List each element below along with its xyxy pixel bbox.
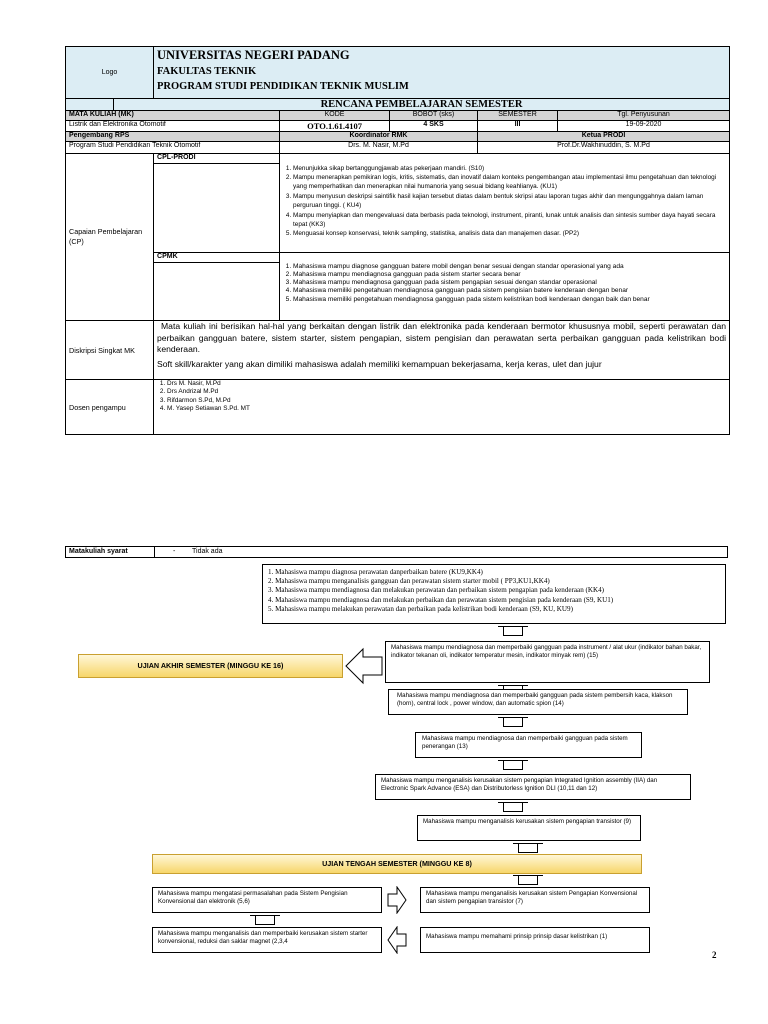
rps-title: RENCANA PEMBELAJARAN SEMESTER: [114, 99, 730, 111]
cpmk-title: CPMK: [154, 253, 280, 263]
cpmk-list-cell: [280, 263, 730, 321]
page-number: 2: [712, 950, 717, 960]
right-arrow-icon: [387, 886, 407, 914]
faculty-name: FAKULTAS TEKNIK: [157, 66, 257, 77]
prereq-value: Tidak ada: [192, 548, 223, 555]
tgl-header: Tgl. Penyusunan: [558, 111, 730, 121]
cpl-row: [66, 164, 730, 253]
university-name: UNIVERSITAS NEGERI PADANG: [157, 48, 350, 62]
up-arrow-icon: [503, 718, 523, 727]
cpl-item: 5. Menguasai konsep konservasi, teknik sampling, statistika, analisis data dan manajemen dasar. (PP2): [293, 229, 726, 238]
dosen-item: 1. Drs M. Nasir, M.Pd: [167, 380, 726, 388]
prereq-dash: -: [173, 548, 176, 555]
cpmk-summary-box: [262, 564, 726, 624]
cpmk-item: 2. Mahasiswa mampu mendiagnosa gangguan pada sistem starter secara benar: [293, 271, 726, 279]
left-arrow-icon: [387, 926, 407, 954]
deskripsi-cell: [154, 321, 730, 380]
rps-table: [65, 46, 730, 435]
summary-item: 2. Mahasiswa mampu menganalisis gangguan dan perawatan sistem starter mobil ( PP3,KU1,KK4): [268, 577, 550, 586]
left-arrow-icon: [345, 647, 383, 685]
cpmk-item: 5. Mahasiswa memiliki pengetahuan mendiagnosa gangguan pada sistem kelistrikan bodi kenderaan dengan baik dan benar: [293, 296, 726, 304]
cpl-list-cell: [280, 164, 730, 253]
cpmk-list: [283, 263, 726, 304]
uas-banner: UJIAN AKHIR SEMESTER (MINGGU KE 16): [78, 654, 343, 678]
dosen-label: Dosen pengampu: [66, 380, 154, 435]
up-arrow-icon: [518, 876, 538, 885]
cpl-item: 2. Mampu menerapkan pemikiran logis, kritis, sistematis, dan inovatif dalam konteks pengembangan atau implementasi ilmu pengetahuan dan teknologi yang memperhatikan dan menerapkan nilai humanoria yang sesuai bidang keahlianya. (KU1): [293, 173, 726, 192]
step-pembersih: Mahasiswa mampu mendiagnosa dan memperbaiki gangguan pada sistem pembersih kaca, klakson (horn), central lock , power window, dan automatic spion (14): [388, 689, 688, 715]
step-transistor: Mahasiswa mampu menganalisis kerusakan sistem pengapian transistor (9): [417, 815, 641, 841]
mk-value: Listrik dan Elektronika Otomotif: [66, 121, 280, 132]
step-instrument: Mahasiswa mampu mendiagnosa dan memperbaiki gangguan pada instrument / alat ukur (indikator bahan bakar, indikator tekanan oli, indikator temperatur mesin, indikator minyak rem) (15): [385, 641, 710, 683]
pengembang-value: Program Studi Pendidikan Teknik Otomotif: [66, 142, 280, 154]
logo-label: Logo: [101, 69, 118, 76]
cpl-title-row: [66, 154, 730, 164]
mk-header: MATA KULIAH (MK): [66, 111, 280, 121]
step-starter: Mahasiswa mampu menganalisis dan memperbaiki kerusakan sistem starter konvensional, reduksi dan saklar magnet (2,3,4: [152, 927, 382, 953]
kode-header: KODE: [280, 111, 390, 121]
cpl-item: 3. Mampu menyusun deskripsi saintifik hasil kajian tersebut diatas dalam bentuk skripsi atau laporan tugas akhir dan mengunggahnya dalam laman perguruan tinggi. ( KU4): [293, 192, 726, 211]
cpl-title: CPL-PRODI: [154, 154, 280, 164]
up-arrow-icon: [503, 627, 523, 636]
softskill-text: Soft skill/karakter yang akan dimiliki mahasiswa adalah memiliki kemampuan bekerjasama, kerja keras, ulet dan jujur: [157, 358, 602, 369]
bobot-header: BOBOT (sks): [390, 111, 478, 121]
up-arrow-icon: [255, 916, 275, 925]
cpmk-title-row: [66, 253, 730, 263]
koordinator-value: Drs. M. Nasir, M.Pd: [280, 142, 478, 154]
step-iia: Mahasiswa mampu menganalisis kerusakan sistem pengapian Integrated Ignition assembly (IIA) dan Electronic Spark Advance (ESA) dan Distributorless Ignition DLI (10,11 dan 12): [375, 774, 691, 800]
cpl-list: [283, 164, 726, 239]
course-header-row: [66, 111, 730, 121]
tgl-value: 19-09-2020: [558, 121, 730, 132]
step-pengisian: Mahasiswa mampu mengatasi permasalahan pada Sistem Pengisian Konvensional dan elektronik (5,6): [152, 887, 382, 913]
prereq-row: [65, 546, 728, 558]
cpl-item: 1. Menunjukka sikap bertanggungjawab atas pekerjaan mandiri. (S10): [293, 164, 726, 173]
up-arrow-icon: [503, 761, 523, 770]
summary-item: 1. Mahasiswa mampu diagnosa perawatan danperbaikan batere (KU9,KK4): [268, 568, 483, 576]
ketua-value: Prof.Dr.Wakhinuddin, S. M.Pd: [478, 142, 730, 154]
step-penerangan: Mahasiswa mampu mendiagnosa dan memperbaiki gangguan pada sistem penerangan (13): [415, 732, 642, 758]
institution-block: [154, 47, 730, 99]
cpmk-item: 4. Mahasiswa memiliki pengetahuan mendiagnosa gangguan pada sistem pengisian batere kenderaan dengan benar: [293, 287, 726, 295]
summary-item: 4. Mahasiswa mampu mendiagnosa dan melakukan perbaikan dan perawatan sistem pengisian pada kenderaan (S9, KU1): [268, 595, 614, 604]
kode-value: OTO.1.61.4107: [280, 121, 390, 132]
step-pengapian-konvensional: Mahasiswa mampu menganalisis kerusakan sistem Pengapian Konvensional dan sistem pengapian transistor (7): [420, 887, 650, 913]
koordinator-header: Koordinator RMK: [280, 132, 478, 142]
ketua-header: Ketua PRODI: [478, 132, 730, 142]
summary-item: 3. Mahasiswa mampu mendiagnosa dan melakukan perawatan dan perbaikan sistem pengapian pada kenderaan (KK4): [268, 586, 605, 595]
semester-header: SEMESTER: [478, 111, 558, 121]
cpmk-item: 1. Mahasiswa mampu diagnose gangguan batere mobil dengan benar sesuai dengan standar operasional yang ada: [293, 263, 726, 271]
cpmk-row: [66, 263, 730, 321]
cpmk-item: 3. Mahasiswa mampu mendiagnosa gangguan pada sistem pengapian sesuai dengan standar operasional: [293, 279, 726, 287]
cpl-item: 4. Mampu menyiapkan dan mengevaluasi data berbasis pada teknologi, instrument, piranti, lunak untuk analisis dan sintesis sumber daya hayati secara tepat (KK3): [293, 211, 726, 230]
logo-placeholder: [66, 47, 154, 99]
up-arrow-icon: [518, 844, 538, 853]
step-prinsip: Mahasiswa mampu memahami prinsip prinsip dasar kelistrikan (1): [420, 927, 650, 953]
bobot-value: 4 SKS: [390, 121, 478, 132]
pengembang-header-row: [66, 132, 730, 142]
header-row: [66, 47, 730, 99]
dosen-item: 4. M. Yasep Setiawan S.Pd. MT: [167, 405, 726, 413]
uts-banner: UJIAN TENGAH SEMESTER (MINGGU KE 8): [152, 854, 642, 874]
dosen-row: [66, 380, 730, 435]
up-arrow-icon: [503, 803, 523, 812]
cp-label: Capaian Pembelajaran (CP): [66, 154, 154, 321]
dosen-item: 2. Drs Andrizal M.Pd: [167, 388, 726, 396]
title-row: [66, 99, 730, 111]
dosen-list: [157, 380, 726, 414]
dosen-cell: [154, 380, 730, 435]
pengembang-header: Pengembang RPS: [66, 132, 280, 142]
semester-value: III: [478, 121, 558, 132]
program-name: PROGRAM STUDI PENDIDIKAN TEKNIK MUSLIM: [157, 81, 409, 92]
prereq-label: Matakuliah syarat: [69, 548, 128, 555]
dosen-item: 3. Rifdarmon S.Pd, M.Pd: [167, 397, 726, 405]
deskripsi-row: [66, 321, 730, 380]
pengembang-values-row: [66, 142, 730, 154]
summary-item: 5. Mahasiswa mampu melakukan perawatan dan perbaikan pada kelistrikan bodi kenderaan (S9, KU, KU9): [268, 604, 573, 613]
course-values-row: [66, 121, 730, 132]
deskripsi-text: Mata kuliah ini berisikan hal-hal yang berkaitan dengan listrik dan elektronika pada kenderaan bermotor khususnya mobil, seperti perawatan dan perbaikan gangguan batere, sistem starter, sistem pengapian, sistem pengisian dan perawatan serta perbaikan gangguan pada kelistrikan bodi kenderaan.: [157, 321, 727, 355]
deskripsi-label: Diskripsi Singkat MK: [66, 321, 154, 380]
